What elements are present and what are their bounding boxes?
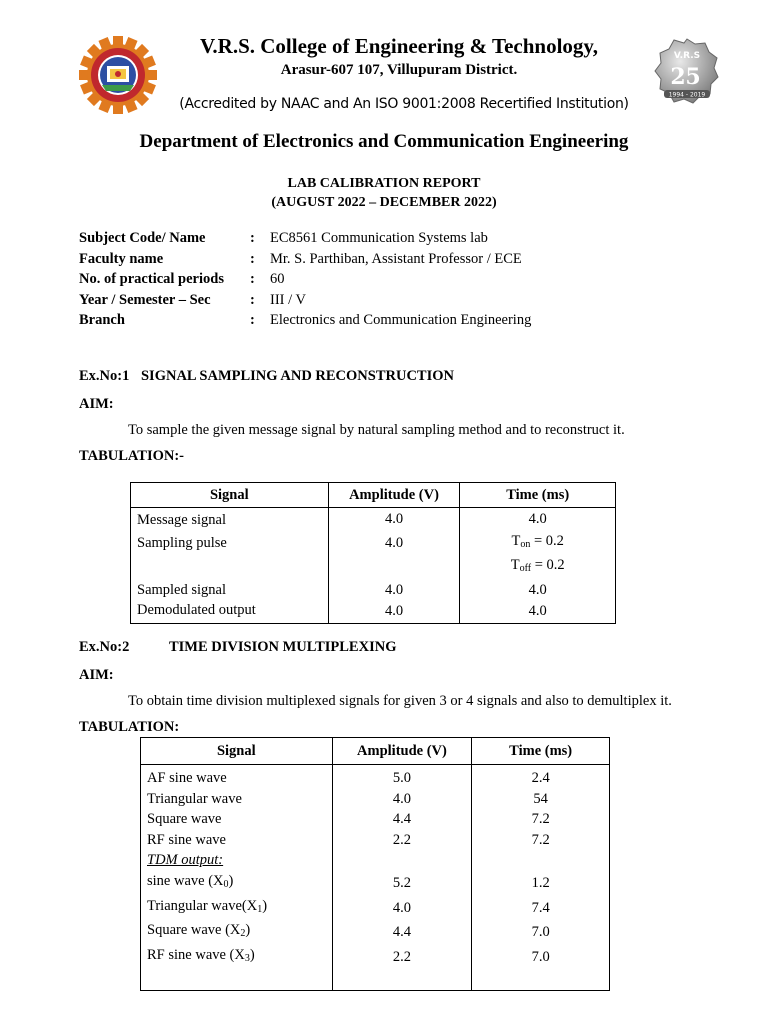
- cell-time: [472, 850, 610, 871]
- ex1-heading: [79, 368, 454, 385]
- ex2-aim-text: To obtain time division multiplexed signals for given 3 or 4 signals and also to demultiplex it.: [128, 693, 672, 709]
- info-colon: :: [250, 230, 255, 246]
- time-value: = 0.2: [531, 557, 565, 574]
- cell-time: 7.0: [472, 945, 610, 970]
- info-label: Year / Semester – Sec: [79, 291, 211, 308]
- ex2-heading: [79, 639, 396, 656]
- cell-signal: Square wave: [141, 809, 333, 830]
- info-label: Subject Code/ Name: [79, 230, 206, 246]
- info-value: 60: [270, 271, 285, 287]
- info-colon: :: [250, 291, 255, 308]
- table-row: [141, 789, 610, 810]
- table-row: [141, 809, 610, 830]
- cell-time: 7.4: [472, 896, 610, 921]
- cell-amplitude: 2.2: [332, 945, 472, 970]
- signal-text: Square wave (X: [147, 922, 241, 939]
- signal-subscript: 3: [244, 952, 250, 964]
- info-value: III / V: [270, 291, 306, 308]
- table-row: [141, 920, 610, 945]
- ex1-tabulation-label: TABULATION:-: [79, 448, 184, 464]
- ex2-table: [140, 737, 610, 991]
- cell-empty: [332, 969, 472, 990]
- report-period: (AUGUST 2022 – DECEMBER 2022): [271, 195, 497, 210]
- accreditation-line: (Accredited by NAAC and An ISO 9001:2008 Recertified Institution): [179, 96, 629, 112]
- cell-empty: [141, 969, 333, 990]
- ex2-tabulation-label: TABULATION:: [79, 719, 180, 735]
- cell-signal: Sampling pulse: [131, 531, 329, 556]
- ex2-title: TIME DIVISION MULTIPLEXING: [168, 639, 397, 655]
- cell-signal-tdm-output: TDM output:: [141, 850, 333, 871]
- time-subscript: off: [519, 563, 532, 575]
- cell-time: 7.2: [472, 830, 610, 851]
- ex1-title: SIGNAL SAMPLING AND RECONSTRUCTION: [140, 368, 454, 384]
- cell-time: 4.0: [460, 600, 616, 623]
- signal-close: ): [228, 872, 234, 889]
- cell-amplitude: 4.0: [328, 531, 460, 556]
- info-colon: :: [250, 271, 255, 287]
- signal-close: ): [262, 897, 268, 914]
- header-time: Time (ms): [460, 483, 616, 508]
- logo-right-years: 1994 - 2019: [668, 91, 706, 99]
- info-value: Electronics and Communication Engineering: [270, 312, 532, 328]
- cell-amplitude: 2.2: [332, 830, 472, 851]
- header-time: Time (ms): [472, 738, 610, 765]
- cell-signal: RF sine wave: [141, 830, 333, 851]
- cell-time: [460, 555, 616, 580]
- svg-text:5: 5: [685, 64, 701, 90]
- cell-amplitude: 5.0: [332, 765, 472, 789]
- logo-right-text: V.R.S: [673, 51, 701, 61]
- cell-amplitude: 4.0: [328, 508, 460, 531]
- cell-signal: Message signal: [131, 508, 329, 531]
- signal-text: Triangular wave(X: [147, 897, 258, 914]
- cell-amplitude: [332, 850, 472, 871]
- cell-amplitude: 5.2: [332, 871, 472, 896]
- signal-subscript: 2: [240, 928, 246, 940]
- info-colon: :: [250, 250, 255, 267]
- signal-close: ): [245, 922, 251, 939]
- table-row: [141, 830, 610, 851]
- ex1-aim-label: AIM:: [79, 396, 114, 412]
- signal-subscript: 0: [223, 878, 229, 890]
- ex2-number: Ex.No:2: [79, 639, 130, 655]
- header-signal: Signal: [141, 738, 333, 765]
- cell-empty: [472, 969, 610, 990]
- table-header-row: [131, 483, 616, 508]
- table-row: [131, 555, 616, 580]
- info-value: EC8561 Communication Systems lab: [270, 230, 488, 246]
- info-label: Faculty name: [79, 250, 164, 267]
- cell-time: 1.2: [472, 871, 610, 896]
- college-name: V.R.S. College of Engineering & Technology,: [199, 34, 599, 58]
- info-label: Branch: [79, 312, 125, 328]
- cell-signal: [141, 945, 333, 970]
- time-symbol: T: [511, 532, 521, 549]
- table-row: [141, 896, 610, 921]
- time-subscript: on: [520, 538, 531, 550]
- cell-amplitude: 4.0: [328, 580, 460, 601]
- cell-time: 4.0: [460, 508, 616, 531]
- table-row-spacer: [141, 969, 610, 990]
- cell-amplitude: 4.0: [328, 600, 460, 623]
- table-row: [131, 600, 616, 623]
- table-row: [141, 850, 610, 871]
- signal-subscript: 1: [257, 903, 263, 915]
- report-title: LAB CALIBRATION REPORT: [287, 176, 481, 191]
- svg-text:2: 2: [670, 64, 686, 90]
- cell-signal: [141, 871, 333, 896]
- time-value: = 0.2: [530, 532, 564, 549]
- cell-signal: Sampled signal: [131, 580, 329, 601]
- time-symbol: T: [510, 557, 520, 574]
- info-value: Mr. S. Parthiban, Assistant Professor / ECE: [270, 250, 522, 267]
- department-title: Department of Electronics and Communication Engineering: [139, 131, 629, 152]
- cell-signal: [141, 896, 333, 921]
- cell-signal: Demodulated output: [131, 600, 329, 623]
- cell-time: 7.0: [472, 920, 610, 945]
- cell-time: 54: [472, 789, 610, 810]
- table-row: [141, 871, 610, 896]
- college-address: Arasur-607 107, Villupuram District.: [280, 62, 518, 78]
- cell-time: [460, 531, 616, 556]
- cell-signal: [131, 555, 329, 580]
- cell-signal: AF sine wave: [141, 765, 333, 789]
- ex1-number: Ex.No:1: [79, 368, 130, 384]
- table-row: [141, 945, 610, 970]
- table-row: [141, 765, 610, 789]
- table-header-row: [141, 738, 610, 765]
- header-amplitude: Amplitude (V): [328, 483, 460, 508]
- cell-amplitude: 4.0: [332, 896, 472, 921]
- info-colon: :: [250, 312, 255, 328]
- ex1-aim-text: To sample the given message signal by natural sampling method and to reconstruct it.: [128, 422, 625, 438]
- ex2-aim-label: AIM:: [79, 667, 114, 683]
- table-row: [131, 580, 616, 601]
- signal-text: sine wave (X: [147, 872, 224, 889]
- signal-close: ): [249, 946, 255, 963]
- cell-time: 4.0: [460, 580, 616, 601]
- cell-amplitude: 4.4: [332, 809, 472, 830]
- header-amplitude: Amplitude (V): [332, 738, 472, 765]
- cell-signal: Triangular wave: [141, 789, 333, 810]
- cell-time: 7.2: [472, 809, 610, 830]
- cell-amplitude: 4.4: [332, 920, 472, 945]
- cell-time: 2.4: [472, 765, 610, 789]
- ex1-table: [130, 482, 616, 624]
- info-label: No. of practical periods: [79, 271, 224, 287]
- signal-text: RF sine wave (X: [147, 946, 245, 963]
- header-signal: Signal: [131, 483, 329, 508]
- cell-amplitude: [328, 555, 460, 580]
- table-row: [131, 531, 616, 556]
- cell-signal: [141, 920, 333, 945]
- table-row: [131, 508, 616, 531]
- cell-amplitude: 4.0: [332, 789, 472, 810]
